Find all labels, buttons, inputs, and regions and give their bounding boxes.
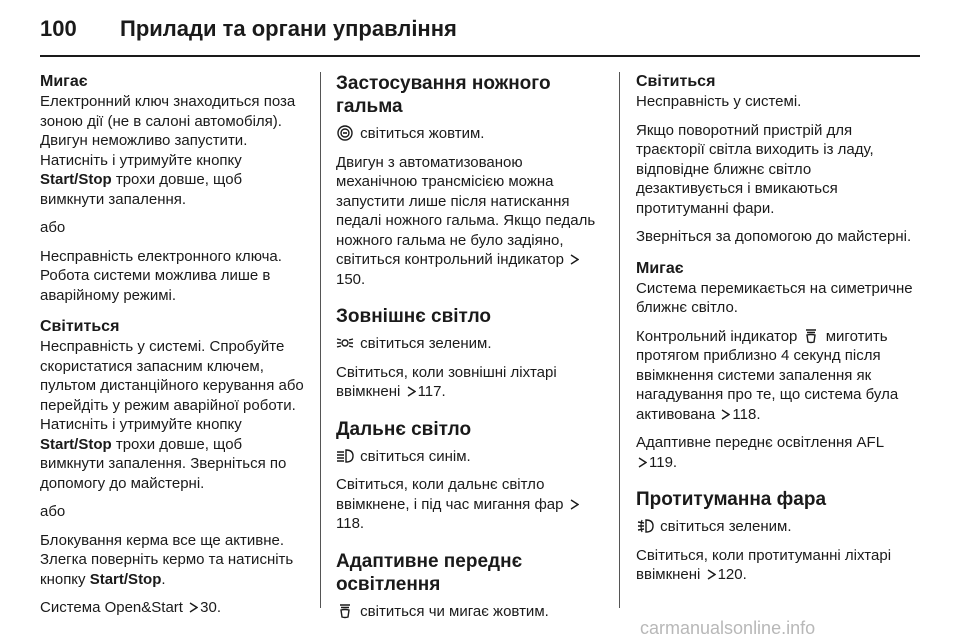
text: Блокування керма все ще активне. Злегка поверніть кермо та натисніть кнопку [40, 531, 294, 588]
section-heading: Мигає [636, 259, 684, 277]
paragraph: Якщо поворотний пристрій для траєкторії світла виходить із ладу, відповідне ближнє світло дезактивується і вмикаються протитуманні фари. [636, 121, 874, 217]
paragraph: Система перемикається на симетричне ближнє світло. [636, 279, 913, 316]
section-heading: Світиться [40, 318, 120, 335]
section-heading: Мигає [40, 73, 88, 90]
start-stop-button-label: Start/Stop [89, 570, 162, 588]
column-divider [619, 72, 620, 608]
text: . [441, 383, 446, 400]
page-number: 100 [40, 16, 77, 41]
paragraph [336, 153, 606, 290]
text: світиться зеленим. [356, 335, 492, 352]
paragraph: Несправність у системі. [636, 93, 802, 110]
page-reference-arrow-icon [189, 602, 198, 613]
indicator-line [336, 602, 606, 622]
or-text: або [40, 503, 66, 520]
paragraph [336, 475, 606, 534]
indicator-line [336, 447, 606, 467]
section-fog-lamp [636, 488, 916, 585]
text: Електронний ключ знаходиться поза зоною дії (не в салоні автомобіля). Двигун неможливо запустити. Натисніть і утримуйте кнопку [40, 93, 296, 169]
text: . [359, 515, 365, 532]
page-reference[interactable]: 118 [336, 515, 360, 532]
section-blinks [636, 259, 916, 473]
column-3 [636, 72, 916, 594]
exterior-light-icon [336, 335, 354, 351]
page-reference-arrow-icon [721, 409, 730, 420]
text: світиться жовтим. [356, 125, 485, 142]
page-header [40, 12, 920, 52]
text: Світиться, коли протитуманні ліхтарі ввімкнені [636, 546, 892, 583]
page-reference[interactable]: 120 [717, 566, 743, 583]
paragraph [40, 337, 310, 493]
text: . [161, 570, 166, 588]
paragraph [636, 546, 916, 585]
header-rule [40, 55, 920, 57]
text: світиться зеленим. [656, 518, 792, 535]
page-reference[interactable]: 30 [200, 599, 217, 616]
page-reference-arrow-icon [570, 499, 579, 510]
page-reference[interactable]: 150 [336, 270, 362, 288]
page-reference[interactable]: 119 [649, 453, 673, 471]
section-heading: Застосування ножного гальма [336, 73, 551, 117]
text: . [756, 405, 761, 423]
watermark: carmanualsonline.info [640, 618, 816, 638]
text: . [742, 566, 747, 583]
text: світиться чи мигає жовтим. [356, 602, 549, 620]
section-brake [336, 72, 606, 289]
start-stop-button-label: Start/Stop [40, 435, 112, 453]
paragraph [40, 598, 310, 618]
column-1 [40, 72, 310, 627]
column-2 [336, 72, 606, 630]
column-divider [320, 72, 321, 608]
section-heading: Дальнє світло [336, 418, 472, 440]
page-reference-arrow-icon [407, 386, 416, 397]
text: . [361, 270, 366, 288]
page-reference[interactable]: 118 [732, 405, 757, 423]
indicator-line [336, 124, 606, 144]
paragraph [636, 327, 916, 425]
text: Система Open&Start [40, 599, 188, 616]
paragraph [636, 433, 916, 472]
text: світиться синім. [356, 447, 471, 465]
text: Контрольний індикатор [636, 327, 802, 345]
indicator-line [336, 334, 606, 354]
page-reference-arrow-icon [707, 569, 716, 580]
paragraph [336, 363, 606, 402]
paragraph [40, 92, 310, 209]
text: . [216, 599, 221, 616]
indicator-line [636, 517, 916, 537]
or-text: або [40, 219, 66, 236]
section-heading: Зовнішнє світло [336, 306, 492, 327]
section-exterior-light [336, 305, 606, 402]
text: Світиться, коли зовнішні ліхтарі ввімкнені [336, 363, 557, 400]
fog-light-icon [636, 518, 654, 534]
text: трохи довше, щоб вимкнути запалення. [40, 171, 243, 208]
adaptive-forward-lighting-icon [802, 328, 820, 344]
page-reference-arrow-icon [638, 457, 647, 468]
section-blinks [40, 72, 310, 305]
text: трохи довше, щоб вимкнути запалення. Зверніться по допомогу до майстерні. [40, 435, 287, 492]
section-heading: Адаптивне переднє освітлення [336, 550, 523, 595]
brake-pedal-warning-icon [336, 125, 354, 141]
high-beam-icon [336, 448, 354, 464]
section-lit [636, 72, 916, 247]
section-lit [40, 317, 310, 618]
section-adaptive-light [336, 550, 606, 622]
text: Світиться, коли дальнє світло ввімкнене, і під час мигання фар [336, 476, 568, 513]
paragraph [40, 531, 310, 590]
page-reference[interactable]: 117 [417, 383, 442, 400]
text: Несправність у системі. Спробуйте скористатися запасним ключем, пультом дистанційного керування або перейдіть у режим аварійної роботи. Натисніть і утримуйте кнопку [40, 338, 304, 433]
paragraph: Зверніться за допомогою до майстерні. [636, 228, 912, 245]
text: . [672, 453, 678, 471]
section-heading: Світиться [636, 73, 716, 90]
page-title: Прилади та органи управління [120, 16, 457, 41]
text: миготить протягом приблизно 4 секунд після ввімкнення системи запалення як нагадування про те, що система була активована [636, 327, 899, 423]
text: Адаптивне переднє освітлення AFL [636, 434, 885, 451]
section-heading: Протитуманна фара [636, 489, 827, 510]
adaptive-forward-lighting-icon [336, 603, 354, 619]
text: Двигун з автоматизованою механічною трансмісією можна запустити лише після натискання педалі ножного гальма. Якщо педаль ножного гальма не було задіяно, світиться контрольний індикатор [336, 153, 596, 268]
section-high-beam [336, 418, 606, 534]
start-stop-button-label: Start/Stop [40, 171, 112, 188]
paragraph: Несправність електронного ключа. Робота системи можлива лише в аварійному режимі. [40, 247, 282, 304]
page-reference-arrow-icon [570, 254, 579, 265]
